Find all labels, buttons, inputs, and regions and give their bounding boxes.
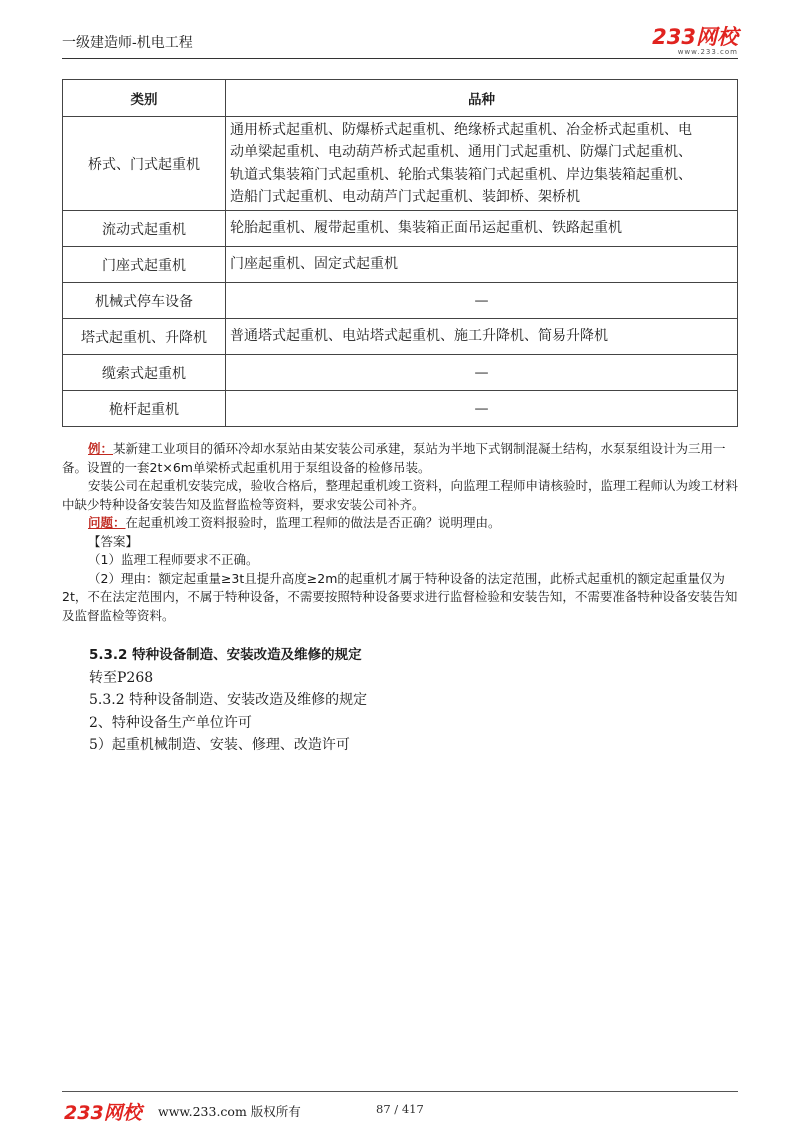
logo-url: www.233.com (677, 48, 738, 56)
category-cell: 机械式停车设备 (63, 283, 226, 319)
category-cell: 门座式起重机 (63, 247, 226, 283)
category-cell: 流动式起重机 (63, 211, 226, 247)
category-cell: 塔式起重机、升降机 (63, 319, 226, 355)
variety-cell: — (226, 391, 738, 427)
question-text: 在起重机竣工资料报验时，监理工程师的做法是否正确？说明理由。 (125, 515, 501, 530)
variety-cell: — (226, 283, 738, 319)
table-row (63, 211, 738, 247)
category-cell: 桅杆起重机 (63, 391, 226, 427)
variety-line: 轨道式集装箱门式起重机、轮胎式集装箱门式起重机、岸边集装箱起重机、 (230, 166, 692, 183)
logo-text: 233网校 (652, 25, 738, 49)
answer-item: （1）监理工程师要求不正确。 (88, 552, 259, 567)
category-cell: 缆索式起重机 (63, 355, 226, 391)
table-row (63, 247, 738, 283)
crane-category-table (62, 79, 738, 427)
section-line: 5.3.2 特种设备制造、安装改造及维修的规定 (89, 692, 368, 708)
variety-cell: 普通塔式起重机、电站塔式起重机、施工升降机、简易升降机 (226, 319, 738, 355)
table-row (63, 283, 738, 319)
column-header-variety: 品种 (226, 80, 738, 117)
variety-cell (226, 117, 738, 211)
table-row (63, 355, 738, 391)
page-header (62, 26, 738, 58)
table-row (63, 117, 738, 211)
variety-cell: — (226, 355, 738, 391)
variety-line: 造船门式起重机、电动葫芦门式起重机、装卸桥、架桥机 (230, 189, 580, 205)
variety-cell: 轮胎起重机、履带起重机、集装箱正面吊运起重机、铁路起重机 (226, 211, 738, 247)
answer-item: （2）理由：额定起重量≥3t且提升高度≥2m的起重机才属于特种设备的法定范围，此桥式起重机的额定起重量仅为2t，不在法定范围内，不属于特种设备，不需要按照特种设备要求进行监督检验和安装告知，不需要准备特种设备安装告知及监督监检等资料。 (62, 570, 738, 623)
example-text: 某新建工业项目的循环冷却水泵站由某安装公司承建，泵站为半地下式钢制混凝土结构，水泵泵组设计为三用一备。设置的一套2t×6m单梁桥式起重机用于泵组设备的检修吊装。 (62, 441, 726, 475)
header-divider (62, 58, 738, 59)
example-label: 例： (88, 441, 114, 456)
section-heading: 5.3.2 特种设备制造、安装改造及维修的规定 (89, 647, 362, 663)
footer-divider (62, 1091, 738, 1092)
answer-label: 【答案】 (88, 533, 139, 549)
table-row (63, 391, 738, 427)
example-paragraph (62, 440, 738, 477)
document-title: 一级建造师-机电工程 (62, 35, 193, 51)
question-paragraph (62, 514, 738, 533)
example-block (62, 440, 738, 625)
section-block (89, 644, 367, 757)
column-header-category: 类别 (63, 80, 226, 117)
page-number: 87 / 417 (376, 1102, 424, 1116)
question-label: 问题： (88, 515, 126, 530)
brand-logo (652, 26, 738, 56)
footer-logo: 233网校 (64, 1102, 142, 1124)
section-line: 转至P268 (89, 669, 154, 686)
variety-line: 动单梁起重机、电动葫芦桥式起重机、通用门式起重机、防爆门式起重机、 (230, 144, 692, 160)
section-line: 5）起重机械制造、安装、修理、改造许可 (89, 737, 350, 753)
category-cell: 桥式、门式起重机 (63, 117, 226, 211)
section-line: 2、特种设备生产单位许可 (89, 714, 252, 731)
variety-cell: 门座起重机、固定式起重机 (226, 247, 738, 283)
variety-line: 通用桥式起重机、防爆桥式起重机、绝缘桥式起重机、冶金桥式起重机、电 (230, 121, 692, 138)
table-header-row (63, 80, 738, 117)
footer-copyright: www.233.com 版权所有 (158, 1104, 301, 1119)
table-row (63, 319, 738, 355)
example-paragraph: 安装公司在起重机安装完成，验收合格后，整理起重机竣工资料，向监理工程师申请核验时，监理工程师认为竣工材料中缺少特种设备安装告知及监督监检等资料，要求安装公司补齐。 (62, 478, 739, 512)
